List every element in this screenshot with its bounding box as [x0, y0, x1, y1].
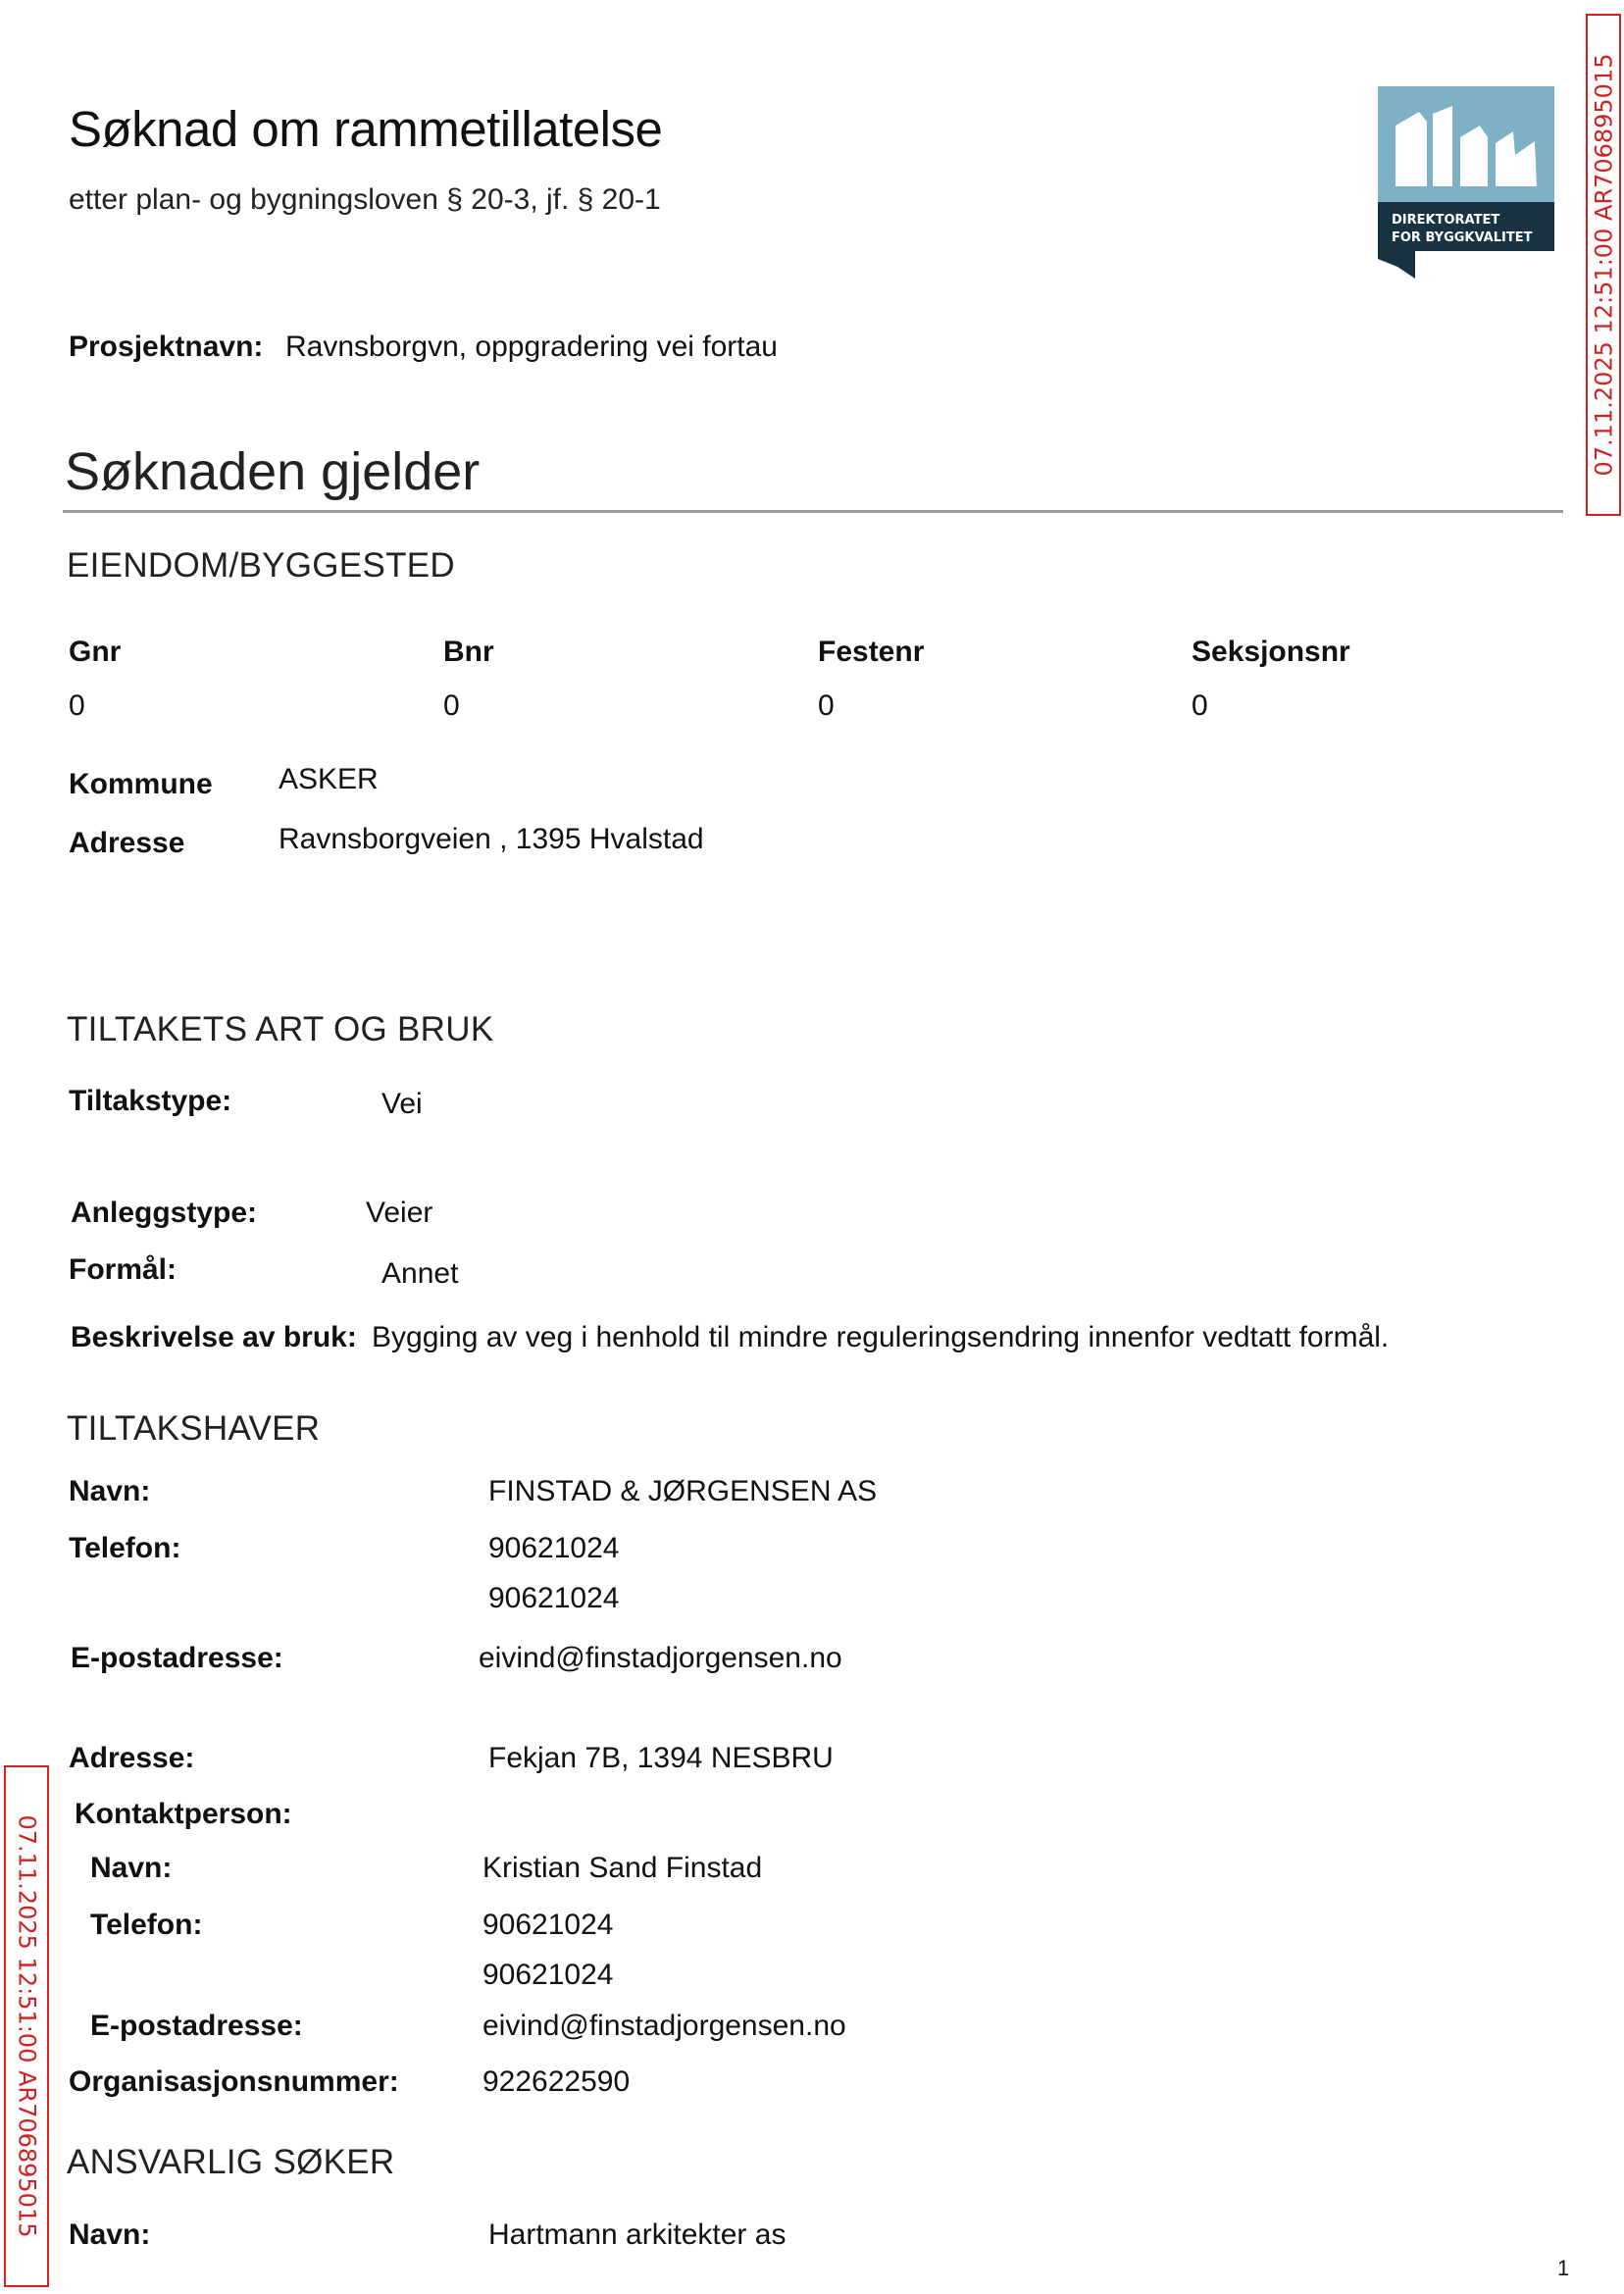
- page-number: 1: [1557, 2256, 1570, 2280]
- bnr-label: Bnr: [443, 636, 494, 668]
- applicant-name-value: Hartmann arkitekter as: [488, 2218, 787, 2251]
- owner-phone-value-2: 90621024: [488, 1582, 620, 1614]
- page-subtitle: etter plan- og bygningsloven § 20-3, jf. § 20-1: [69, 183, 661, 216]
- owner-name-value: FINSTAD & JØRGENSEN AS: [488, 1475, 878, 1507]
- applicant-name-label: Navn:: [69, 2218, 151, 2251]
- contact-email-label: E-postadresse:: [90, 2010, 303, 2042]
- contact-person-label: Kontaktperson:: [75, 1798, 292, 1830]
- formal-label: Formål:: [69, 1253, 178, 1286]
- anleggstype-value: Veier: [366, 1197, 433, 1229]
- adresse-value: Ravnsborgveien , 1395 Hvalstad: [279, 823, 704, 855]
- formal-value: Annet: [381, 1257, 459, 1290]
- section-title: Søknaden gjelder: [65, 442, 481, 501]
- owner-phone-value-1: 90621024: [488, 1532, 620, 1564]
- festenr-value: 0: [818, 689, 835, 722]
- contact-name-label: Navn:: [90, 1852, 173, 1884]
- adresse-label: Adresse: [69, 827, 185, 859]
- gnr-value: 0: [69, 689, 85, 722]
- orgnr-value: 922622590: [482, 2065, 631, 2098]
- section-divider: [63, 510, 1563, 513]
- tiltakstype-value: Vei: [381, 1088, 423, 1120]
- seksjonsnr-value: 0: [1192, 689, 1208, 722]
- page-title: Søknad om rammetillatelse: [69, 101, 663, 157]
- contact-name-value: Kristian Sand Finstad: [482, 1852, 763, 1884]
- project-label: Prosjektnavn:: [69, 331, 264, 363]
- bnr-value: 0: [443, 689, 460, 722]
- owner-name-label: Navn:: [69, 1475, 151, 1507]
- owner-email-value: eivind@finstadjorgensen.no: [479, 1642, 842, 1674]
- timestamp-stamp-left: 07.11.2025 12:51:00 AR706895015: [4, 1765, 49, 2287]
- owner-email-label: E-postadresse:: [71, 1642, 283, 1674]
- contact-email-value: eivind@finstadjorgensen.no: [482, 2010, 846, 2042]
- kommune-label: Kommune: [69, 768, 213, 800]
- project-value: Ravnsborgvn, oppgradering vei fortau: [285, 331, 778, 363]
- measure-heading: TILTAKETS ART OG BRUK: [67, 1010, 494, 1048]
- owner-phone-label: Telefon:: [69, 1532, 181, 1564]
- applicant-heading: ANSVARLIG SØKER: [67, 2143, 395, 2181]
- dibk-logo-icon: [1378, 86, 1554, 279]
- svg-text:FOR BYGGKVALITET: FOR BYGGKVALITET: [1392, 230, 1533, 245]
- beskrivelse-value: Bygging av veg i henhold til mindre reguleringsendring innenfor vedtatt formål.: [372, 1321, 1390, 1353]
- contact-phone-value-1: 90621024: [482, 1909, 614, 1941]
- owner-heading: TILTAKSHAVER: [67, 1409, 321, 1448]
- timestamp-stamp-right: 07.11.2025 12:51:00 AR706895015: [1586, 14, 1621, 516]
- kommune-value: ASKER: [279, 763, 379, 795]
- property-heading: EIENDOM/BYGGESTED: [67, 546, 455, 585]
- contact-phone-value-2: 90621024: [482, 1959, 614, 1991]
- svg-text:DIREKTORATET: DIREKTORATET: [1392, 213, 1500, 228]
- contact-phone-label: Telefon:: [90, 1909, 203, 1941]
- owner-address-label: Adresse:: [69, 1742, 195, 1774]
- beskrivelse-label: Beskrivelse av bruk:: [71, 1321, 357, 1353]
- seksjonsnr-label: Seksjonsnr: [1192, 636, 1350, 668]
- anleggstype-label: Anleggstype:: [71, 1197, 258, 1229]
- owner-address-value: Fekjan 7B, 1394 NESBRU: [488, 1742, 834, 1774]
- gnr-label: Gnr: [69, 636, 122, 668]
- tiltakstype-label: Tiltakstype:: [69, 1085, 232, 1117]
- orgnr-label: Organisasjonsnummer:: [69, 2065, 399, 2098]
- festenr-label: Festenr: [818, 636, 925, 668]
